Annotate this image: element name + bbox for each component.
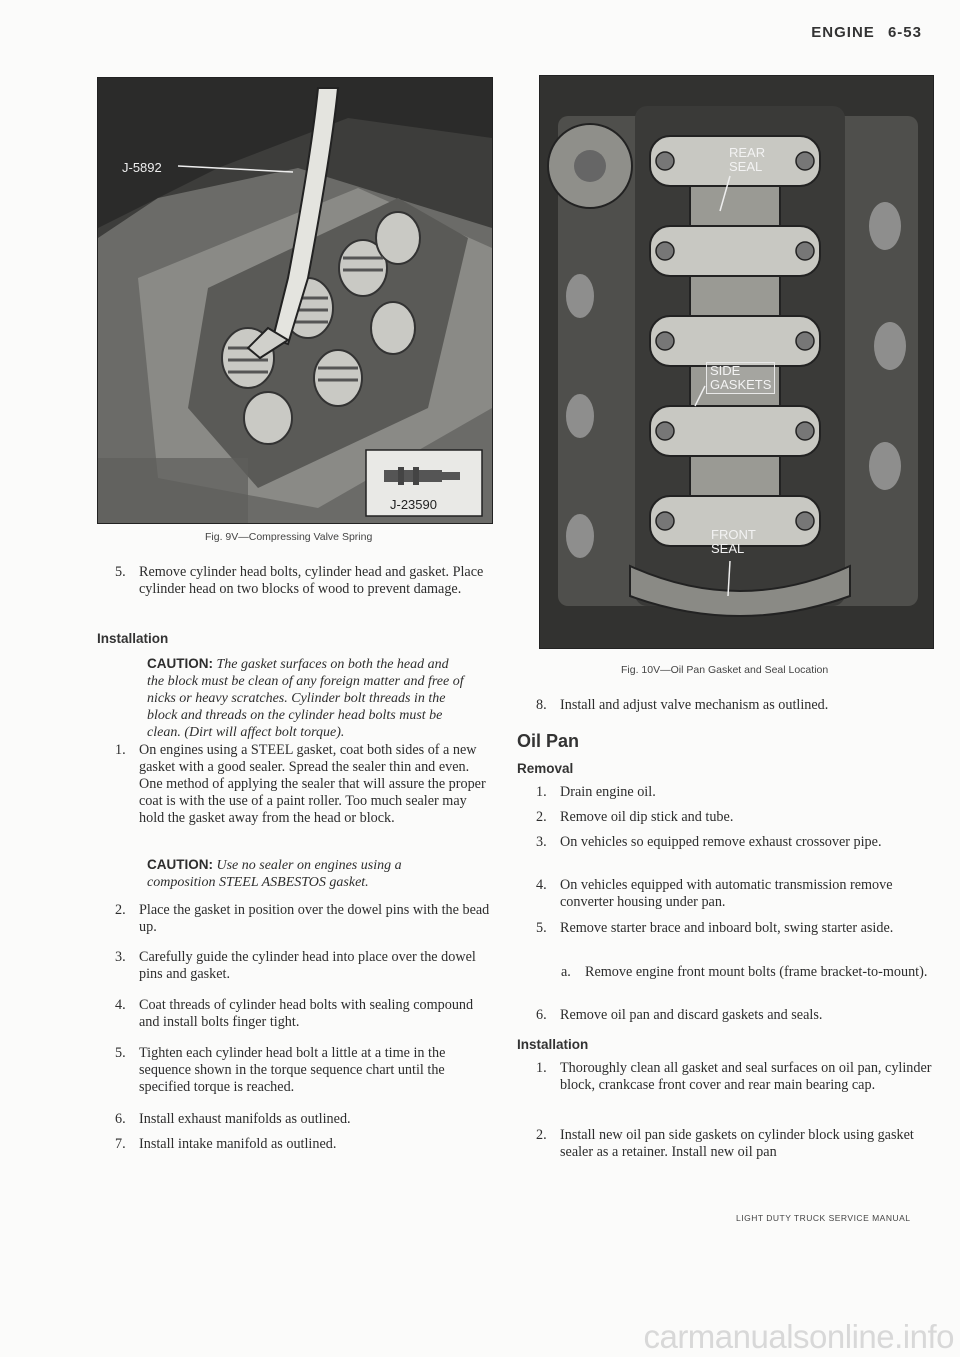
step-number: 5. [536,920,547,936]
label-front-seal-line2: SEAL [711,541,745,556]
step-number: 1. [115,742,126,758]
removal-step [536,1007,932,1024]
page-number: 6-53 [887,24,922,41]
step-number: 1. [536,784,547,800]
label-rear-seal-line1: REAR [729,145,766,160]
valve-spring-photo [97,77,493,524]
label-rear-seal [729,146,765,174]
removal-step [536,877,932,911]
installation-step [536,1127,932,1161]
step-number: 3. [115,949,126,965]
step-number: 2. [115,902,126,918]
step-text: Remove cylinder head bolts, cylinder head and gasket. Place cylinder head on two blocks of wood to prevent damage. [139,564,484,597]
step-text: Carefully guide the cylinder head into place over the dowel pins and gasket. [139,949,476,982]
installation-heading-right: Installation [517,1037,589,1052]
step-text: Tighten each cylinder head bolt a little at a time in the sequence shown in the torque sequence chart until the specified torque is reached. [139,1045,446,1095]
step-place-gasket [115,902,495,936]
step-intake-manifold [115,1136,495,1153]
label-front-seal [711,528,756,556]
valve-spring-illustration [98,78,492,523]
step-text: On engines using a STEEL gasket, coat both sides of a new gasket with a good sealer. Spread the sealer thin and even. One method of applying the sealer that will assure the proper coat is with the use of a paint roller. Too much sealer may hold the gasket away from the head or block. [139,742,486,826]
step-text: Remove oil dip stick and tube. [560,809,734,825]
oil-pan-photo [539,75,934,649]
step-steel-gasket [115,742,495,827]
step-text: Drain engine oil. [560,784,656,800]
step-number: 5. [115,1045,126,1061]
label-front-seal-line1: FRONT [711,527,756,542]
step-text: Remove oil pan and discard gaskets and seals. [560,1007,823,1023]
page-footer: LIGHT DUTY TRUCK SERVICE MANUAL [736,1213,911,1223]
removal-substep [561,964,932,981]
caution-label: CAUTION: [147,857,213,872]
step-text: Install and adjust valve mechanism as outlined. [560,697,829,713]
page-header [811,24,922,41]
step-number: 4. [536,877,547,893]
label-side-gaskets [706,362,775,394]
step-guide-head [115,949,495,983]
header-section: ENGINE [811,24,875,41]
step-text: Install exhaust manifolds as outlined. [139,1111,351,1127]
step-text: Place the gasket in position over the dowel pins with the bead up. [139,902,490,935]
tool-label-j23590: J-23590 [390,497,437,512]
step-number: 2. [536,1127,547,1143]
section-title-oil-pan: Oil Pan [517,731,580,751]
step-number: 6. [536,1007,547,1023]
step-number: 5. [115,564,126,580]
step-number: 3. [536,834,547,850]
removal-step [536,809,932,826]
removal-step [536,920,932,937]
installation-heading-left: Installation [97,631,169,646]
step-text: On vehicles so equipped remove exhaust crossover pipe. [560,834,882,850]
step-exhaust-manifolds [115,1111,495,1128]
step-number: 8. [536,697,547,713]
figure-caption-9v: Fig. 9V—Compressing Valve Spring [205,531,373,543]
step-remove-cylinder-head [115,564,495,598]
caution-no-sealer [147,856,465,891]
step-text: Coat threads of cylinder head bolts with sealing compound and install bolts finger tight. [139,997,474,1030]
step-valve-mechanism [536,697,936,714]
caution-label: CAUTION: [147,656,213,671]
step-number: 2. [536,809,547,825]
caution-text: The gasket surfaces on both the head and the block must be clean of any foreign matter and free of nicks or heavy scratches. Cylinder bolt threads in the block and threads on the cylinder head bolts must be clean. (Dirt will affect bolt torque). [147,657,464,740]
removal-step [536,784,932,801]
step-tighten-bolts [115,1045,495,1096]
watermark: carmanualsonline.info [643,1318,954,1355]
step-text: Thoroughly clean all gasket and seal surfaces on oil pan, cylinder block, crankcase front cover and rear main bearing cap. [560,1060,932,1093]
removal-step [536,834,932,851]
caution-gasket-surfaces [147,655,465,741]
step-text: On vehicles equipped with automatic transmission remove converter housing under pan. [560,877,893,910]
tool-label-j5892: J-5892 [122,160,162,175]
label-side-gaskets-line1: SIDE [710,363,741,378]
label-rear-seal-line2: SEAL [729,159,763,174]
installation-step [536,1060,932,1094]
step-number: 7. [115,1136,126,1152]
figure-caption-10v: Fig. 10V—Oil Pan Gasket and Seal Location [621,664,829,676]
step-text: Install intake manifold as outlined. [139,1136,337,1152]
step-text: Remove engine front mount bolts (frame bracket-to-mount). [585,964,928,980]
step-coat-threads [115,997,495,1031]
step-number: 4. [115,997,126,1013]
label-side-gaskets-line2: GASKETS [710,377,772,392]
caution-text: Use no sealer on engines using a composition STEEL ASBESTOS gasket. [147,858,402,890]
step-text: Remove starter brace and inboard bolt, swing starter aside. [560,920,894,936]
step-number: a. [561,964,571,980]
step-number: 1. [536,1060,547,1076]
removal-heading: Removal [517,761,574,776]
step-number: 6. [115,1111,126,1127]
step-text: Install new oil pan side gaskets on cylinder block using gasket sealer as a retainer. Install new oil pan [560,1127,914,1160]
